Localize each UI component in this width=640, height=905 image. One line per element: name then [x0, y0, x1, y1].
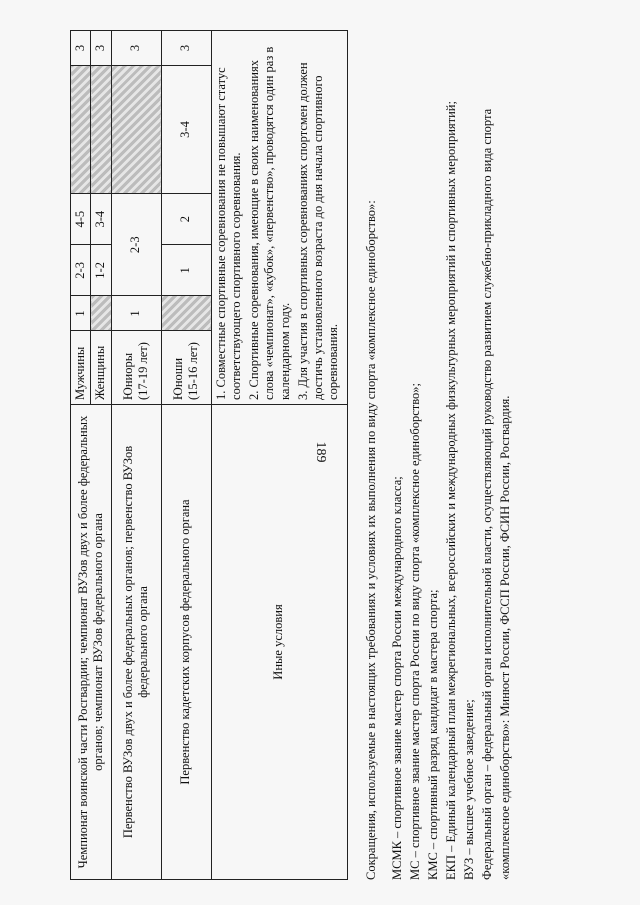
value-cell: 3-4 [161, 65, 211, 193]
hatched-cell [161, 296, 211, 331]
value-cell: 3-4 [91, 194, 111, 245]
conditions-cell [211, 31, 347, 405]
value-cell: 1 [111, 296, 161, 331]
requirements-table [70, 30, 348, 880]
table-row [161, 31, 211, 880]
value-cell: 2-3 [71, 245, 91, 296]
value-cell: 1 [71, 296, 91, 331]
competition-name-cell: Первенство кадетских корпусов федерального органа [161, 404, 211, 879]
value-cell: 3 [91, 31, 111, 66]
hatched-cell [91, 65, 111, 193]
value-cell: 3 [71, 31, 91, 66]
rotated-content [70, 30, 590, 880]
table-row [111, 31, 161, 880]
other-conditions-label: Иные условия [211, 404, 347, 879]
note-item: Федеральный орган – федеральный орган исполнительной власти, осуществляющий руководство развитием служебно-прикладного вида спорта «комплексное единоборство»: Минюст России, ФССП России, ФСИН России, Росгвардия. [480, 108, 513, 880]
hatched-cell [91, 296, 111, 331]
value-cell: 4-5 [71, 194, 91, 245]
condition-item: 3. Для участия в спортивных соревнованиях спортсмен должен достичь установленного возраста до дня начала спортивного соревнования. [295, 62, 341, 400]
value-cell: 2-3 [111, 194, 161, 296]
hatched-cell [71, 65, 91, 193]
notes-heading: Сокращения, используемые в настоящих требованиях и условиях их выполнения по виду спорта «комплексное единоборство»: [363, 200, 378, 880]
note-item: ЕКП – Единый календарный план межрегиональных, всероссийских и международных физкультурных мероприятий и спортивных мероприятий; [444, 101, 458, 880]
condition-item: 2. Спортивные соревнования, имеющие в своих наименованиях слова «чемпионат», «кубок», «первенство», проводятся один раз в календарном году. [247, 46, 292, 400]
competition-name-cell: Чемпионат воинской части Росгвардии; чемпионат ВУЗов двух и более федеральных органов; чемпионат ВУЗов федерального органа [71, 404, 112, 879]
page-number: 189 [313, 441, 328, 463]
group-cell: Юноши (15-16 лет) [161, 331, 211, 405]
value-cell: 1 [161, 245, 211, 296]
competition-name-cell: Первенство ВУЗов двух и более федеральных органов; первенство ВУЗов федерального органа [111, 404, 161, 879]
table-row [211, 31, 347, 880]
note-item: ВУЗ – высшее учебное заведение; [462, 699, 477, 880]
value-cell: 2 [161, 194, 211, 245]
group-cell: Женщины [91, 331, 111, 405]
table-row [71, 31, 91, 880]
condition-item: 1. Совместные спортивные соревнования не повышают статус соответствующего спортивного соревнования. [213, 67, 243, 400]
abbreviations-notes [362, 30, 515, 880]
value-cell: 3 [111, 31, 161, 66]
value-cell: 1-2 [91, 245, 111, 296]
note-item: МС – спортивное звание мастер спорта России по виду спорта «комплексное единоборство»; [407, 382, 422, 880]
note-item: КМС – спортивный разряд кандидат в мастера спорта; [425, 589, 440, 880]
hatched-cell [111, 65, 161, 193]
group-cell: Мужчины [71, 331, 91, 405]
value-cell: 3 [161, 31, 211, 66]
group-cell: Юниоры (17-19 лет) [111, 331, 161, 405]
note-item: МСМК – спортивное звание мастер спорта России международного класса; [389, 476, 404, 880]
